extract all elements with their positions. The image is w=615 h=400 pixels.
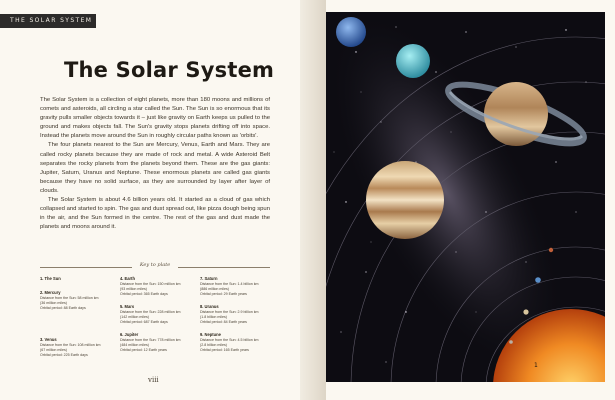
key-item: [120, 333, 192, 353]
key-item-line: Distance from the Sun: 778 million km: [120, 337, 181, 342]
key-item-line: Distance from the Sun: 228 million km: [120, 309, 181, 314]
earth: [535, 277, 541, 283]
key-item-line: (36 million miles): [40, 300, 67, 305]
key-item-line: Orbital period: 12 Earth years: [120, 347, 167, 352]
body-text: [40, 96, 270, 232]
mars: [549, 248, 553, 252]
key-item: [40, 291, 112, 311]
key-item-line: Distance from the Sun: 150 million km: [120, 281, 181, 286]
section-tab-label: THE SOLAR SYSTEM: [10, 17, 93, 24]
key-item-line: Orbital period: 29 Earth years: [200, 291, 247, 296]
key-item-line: Orbital period: 225 Earth days: [40, 352, 88, 357]
key-item-line: (142 million miles): [120, 314, 149, 319]
key-item-line: Orbital period: 365 Earth days: [120, 291, 168, 296]
jupiter: [366, 161, 444, 239]
solar-system-plate: [326, 12, 605, 382]
key-item-line: Orbital period: 687 Earth days: [120, 319, 168, 324]
book-gutter: [300, 0, 326, 400]
key-item: [200, 305, 272, 325]
key-item-line: (484 million miles): [120, 342, 149, 347]
key-item-line: Distance from the Sun: 58 million km: [40, 295, 99, 300]
key-item-name: 9. Neptune: [200, 332, 221, 337]
key-item-line: Distance from the Sun: 1.4 billion km: [200, 281, 259, 286]
key-item-line: Orbital period: 165 Earth years: [200, 347, 249, 352]
page-title: The Solar System: [64, 58, 275, 82]
key-item-line: Orbital period: 88 Earth days: [40, 305, 86, 310]
key-item: [40, 277, 110, 282]
uranus: [396, 44, 430, 78]
key-item: [200, 333, 272, 353]
paragraph: The four planets nearest to the Sun are Mercury, Venus, Earth and Mars. They are called rocky planets because they are made of rock and metal. A wide Asteroid Belt separates the rocky planets from the planets beyond them. These are the gas giants: Jupiter, Saturn, Uranus and Neptune. These enormous planets are called gas giants because they have no solid surface, as they are surrounded by layer after layer of clouds.: [40, 142, 270, 194]
neptune: [336, 17, 366, 47]
key-item-name: 2. Mercury: [40, 290, 61, 295]
key-item-name: 8. Uranus: [200, 304, 219, 309]
key-item-line: Distance from the Sun: 108 million km: [40, 342, 101, 347]
plate-label: 1: [534, 362, 538, 369]
key-item-line: (93 million miles): [120, 286, 147, 291]
section-tab: [0, 14, 96, 28]
paragraph: The Solar System is about 4.6 billion years old. It started as a cloud of gas which collapsed and started to spin. The gas and dust spread out, like pizza dough being spun in the air, and the Sun formed in the centre. The rest of the gas and dust made the planets and moons around it.: [40, 197, 270, 231]
key-item: [120, 305, 192, 325]
key-item-line: (1.8 billion miles): [200, 314, 227, 319]
key-item-line: Orbital period: 84 Earth years: [200, 319, 247, 324]
key-heading: Key to plate: [139, 262, 171, 268]
key-heading-row: [40, 262, 270, 272]
key-item-line: (886 million miles): [200, 286, 229, 291]
key-item-line: Distance from the Sun: 2.9 billion km: [200, 309, 259, 314]
key-item-name: 4. Earth: [120, 276, 136, 281]
key-item-name: 7. Saturn: [200, 276, 218, 281]
page-number: viii: [148, 376, 159, 384]
key-item-name: 3. Venus: [40, 337, 57, 342]
key-item-name: 6. Jupiter: [120, 332, 139, 337]
key-item-line: (67 million miles): [40, 347, 67, 352]
key-item-name: 5. Mars: [120, 304, 135, 309]
key-item: [40, 338, 112, 358]
key-divider-right: [178, 267, 270, 268]
key-item: [200, 277, 272, 297]
key-item-name: 1. The Sun: [40, 276, 61, 281]
key-item: [120, 277, 192, 297]
plate-illustration: [326, 12, 605, 382]
venus: [523, 309, 528, 314]
key-item-line: (2.8 billion miles): [200, 342, 227, 347]
paragraph: The Solar System is a collection of eight planets, more than 180 moons and millions of comets and asteroids, all circling a star called the Sun. The Sun is so enormous that its gravity pulls smaller objects towards it – just like gravity on Earth keeps us pulled to the ground and makes objects fall. The Sun's gravity stops planets drifting off into space. Instead the planets move around the Sun in roughly circular paths known as 'orbits'.: [40, 97, 270, 140]
mercury: [509, 340, 513, 344]
key-item-line: Distance from the Sun: 4.5 billion km: [200, 337, 259, 342]
